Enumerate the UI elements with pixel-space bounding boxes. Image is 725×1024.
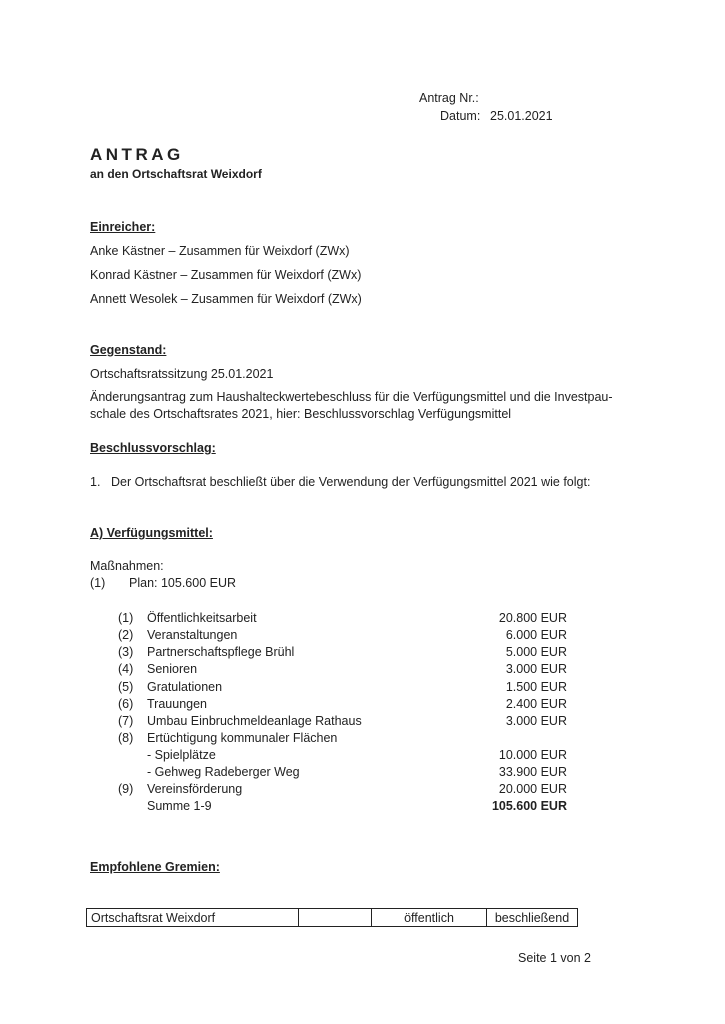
massnahme-label: Ertüchtigung kommunaler Flächen bbox=[147, 731, 338, 745]
massnahme-number: (1) bbox=[118, 611, 134, 625]
massnahme-label: Umbau Einbruchmeldeanlage Rathaus bbox=[147, 714, 362, 728]
einreicher-person: Konrad Kästner – Zusammen für Weixdorf (ZWx) bbox=[90, 268, 362, 282]
datum-label: Datum: bbox=[440, 109, 481, 123]
massnahme-number: (5) bbox=[118, 680, 134, 694]
massnahme-amount: 20.800 EUR bbox=[498, 611, 567, 625]
gremium-public-cell: öffentlich bbox=[372, 909, 487, 927]
massnahme-amount: 33.900 EUR bbox=[498, 765, 567, 779]
massnahme-number: (4) bbox=[118, 662, 134, 676]
massnahme-amount: 3.000 EUR bbox=[505, 714, 567, 728]
massnahme-label: Öffentlichkeitsarbeit bbox=[147, 611, 257, 625]
massnahmen-label: Maßnahmen: bbox=[90, 559, 164, 573]
summe-amount: 105.600 EUR bbox=[491, 799, 567, 813]
datum-value: 25.01.2021 bbox=[490, 109, 553, 123]
plan-text: Plan: 105.600 EUR bbox=[129, 576, 237, 590]
massnahme-label: - Gehweg Radeberger Weg bbox=[147, 765, 300, 779]
gegenstand-heading: Gegenstand: bbox=[90, 343, 167, 357]
document-title: ANTRAG bbox=[90, 145, 184, 164]
massnahme-amount: 20.000 EUR bbox=[498, 782, 567, 796]
massnahme-amount: 5.000 EUR bbox=[505, 645, 567, 659]
massnahme-label: - Spielplätze bbox=[147, 748, 216, 762]
massnahme-amount: 1.500 EUR bbox=[505, 680, 567, 694]
einreicher-person: Annett Wesolek – Zusammen für Weixdorf (ZWx) bbox=[90, 292, 362, 306]
massnahme-amount: 6.000 EUR bbox=[505, 628, 567, 642]
antrag-nr-label: Antrag Nr.: bbox=[419, 91, 479, 105]
massnahme-label: Partnerschaftspflege Brühl bbox=[147, 645, 295, 659]
beschluss-item-text: Der Ortschaftsrat beschließt über die Verwendung der Verfügungsmittel 2021 wie folgt: bbox=[111, 475, 591, 489]
massnahme-amount: 2.400 EUR bbox=[505, 697, 567, 711]
table-row bbox=[87, 909, 578, 927]
massnahme-label: Gratulationen bbox=[147, 680, 223, 694]
massnahme-label: Vereinsförderung bbox=[147, 782, 243, 796]
massnahme-number: (2) bbox=[118, 628, 134, 642]
gremien-heading: Empfohlene Gremien: bbox=[90, 860, 220, 874]
gegenstand-line: schale des Ortschaftsrates 2021, hier: Beschlussvorschlag Verfügungsmittel bbox=[90, 407, 512, 421]
gremien-table bbox=[86, 908, 578, 927]
gegenstand-line: Änderungsantrag zum Haushalteckwertebeschluss für die Verfügungsmittel und die Investpau- bbox=[90, 390, 613, 404]
massnahme-number: (6) bbox=[118, 697, 134, 711]
einreicher-person: Anke Kästner – Zusammen für Weixdorf (ZWx) bbox=[90, 244, 350, 258]
page-number: Seite 1 von 2 bbox=[518, 951, 591, 965]
verfuegungsmittel-heading: A) Verfügungsmittel: bbox=[90, 526, 213, 540]
document-subtitle: an den Ortschaftsrat Weixdorf bbox=[90, 167, 262, 181]
gremium-empty-cell bbox=[299, 909, 372, 927]
massnahme-amount: 3.000 EUR bbox=[505, 662, 567, 676]
massnahme-number: (7) bbox=[118, 714, 134, 728]
einreicher-heading: Einreicher: bbox=[90, 220, 156, 234]
massnahme-number: (9) bbox=[118, 782, 134, 796]
massnahme-label: Senioren bbox=[147, 662, 198, 676]
beschluss-item-number: 1. bbox=[90, 475, 101, 489]
massnahme-number: (8) bbox=[118, 731, 134, 745]
summe-label: Summe 1-9 bbox=[147, 799, 212, 813]
massnahme-number: (3) bbox=[118, 645, 134, 659]
plan-number: (1) bbox=[90, 576, 106, 590]
massnahme-amount: 10.000 EUR bbox=[498, 748, 567, 762]
gremium-name-cell: Ortschaftsrat Weixdorf bbox=[87, 909, 299, 927]
beschlussvorschlag-heading: Beschlussvorschlag: bbox=[90, 441, 216, 455]
massnahme-label: Trauungen bbox=[147, 697, 207, 711]
gremium-decision-cell: beschließend bbox=[487, 909, 578, 927]
massnahme-label: Veranstaltungen bbox=[147, 628, 238, 642]
gegenstand-line: Ortschaftsratssitzung 25.01.2021 bbox=[90, 367, 274, 381]
